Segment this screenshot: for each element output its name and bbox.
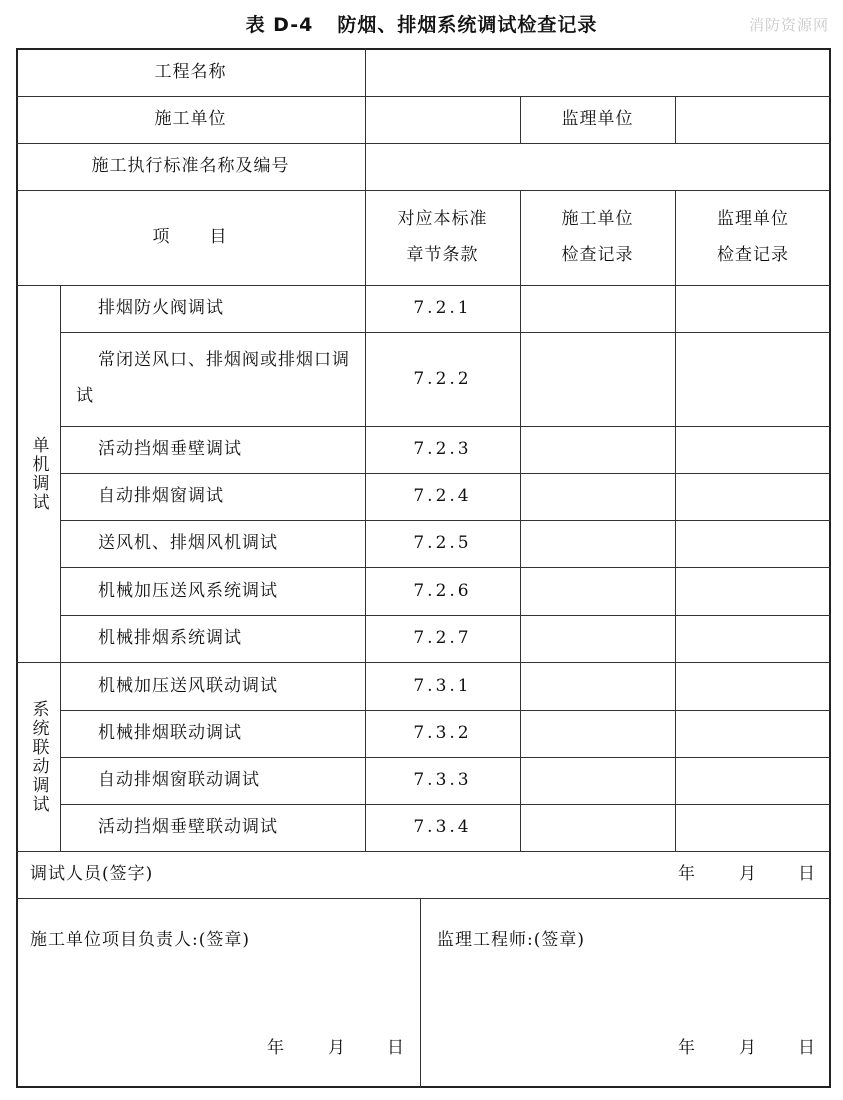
page-title <box>0 10 843 37</box>
watermark: 消防资源网 <box>748 16 829 34</box>
table-row-clause: 7.3.1 <box>413 675 472 696</box>
construction-manager-date: 年 月 日 <box>267 1037 404 1058</box>
supervision-unit-label: 监理单位 <box>561 109 634 130</box>
table-row-item: 机械排烟联动调试 <box>98 723 242 744</box>
table-title: 防烟、排烟系统调试检查记录 <box>337 14 598 36</box>
group-label-single: 单机调试 <box>28 435 49 512</box>
table-row-item: 送风机、排烟风机调试 <box>98 533 278 554</box>
construction-manager-label: 施工单位项目负责人:(签章) <box>30 929 250 950</box>
table-row-clause: 7.2.3 <box>413 439 472 460</box>
table-row-item: 自动排烟窗调试 <box>98 486 224 507</box>
supervising-engineer-label: 监理工程师:(签章) <box>437 929 585 950</box>
table-row-clause: 7.2.5 <box>413 533 472 554</box>
table-row-clause: 7.3.3 <box>413 770 472 791</box>
supervising-engineer-date: 年 月 日 <box>678 1037 815 1058</box>
table-row-clause: 7.2.2 <box>413 368 472 389</box>
table-row-clause: 7.2.6 <box>413 580 472 601</box>
column-item-header: 项 目 <box>152 227 229 248</box>
project-name-label: 工程名称 <box>154 61 227 82</box>
column-clause-header: 对应本标准 章节条款 <box>397 208 488 265</box>
table-row-item: 活动挡烟垂壁调试 <box>98 439 242 460</box>
tester-label: 调试人员(签字) <box>30 864 154 885</box>
group-label-linkage: 系统联动调试 <box>28 699 49 814</box>
table-row-item: 机械加压送风联动调试 <box>98 675 278 696</box>
table-row-clause: 7.2.1 <box>413 298 472 319</box>
table-row-clause: 7.2.4 <box>413 486 472 507</box>
column-construction-header: 施工单位 检查记录 <box>561 208 634 265</box>
table-row-clause: 7.2.7 <box>413 628 472 649</box>
table-row-item: 自动排烟窗联动调试 <box>98 770 260 791</box>
table-row-item: 机械排烟系统调试 <box>98 628 242 649</box>
column-supervision-header: 监理单位 检查记录 <box>717 208 789 265</box>
table-row-item: 常闭送风口、排烟阀或排烟口调试 <box>76 350 350 406</box>
table-row-clause: 7.3.2 <box>413 723 472 744</box>
table-code: 表 D-4 <box>245 14 314 36</box>
tester-date: 年 月 日 <box>678 864 815 885</box>
standard-label: 施工执行标准名称及编号 <box>91 156 290 177</box>
table-row-item: 活动挡烟垂壁联动调试 <box>98 817 278 838</box>
construction-unit-label: 施工单位 <box>154 109 227 130</box>
table-row-item: 机械加压送风系统调试 <box>98 580 278 601</box>
table-row-clause: 7.3.4 <box>413 817 472 838</box>
table-row-item: 排烟防火阀调试 <box>98 298 224 319</box>
